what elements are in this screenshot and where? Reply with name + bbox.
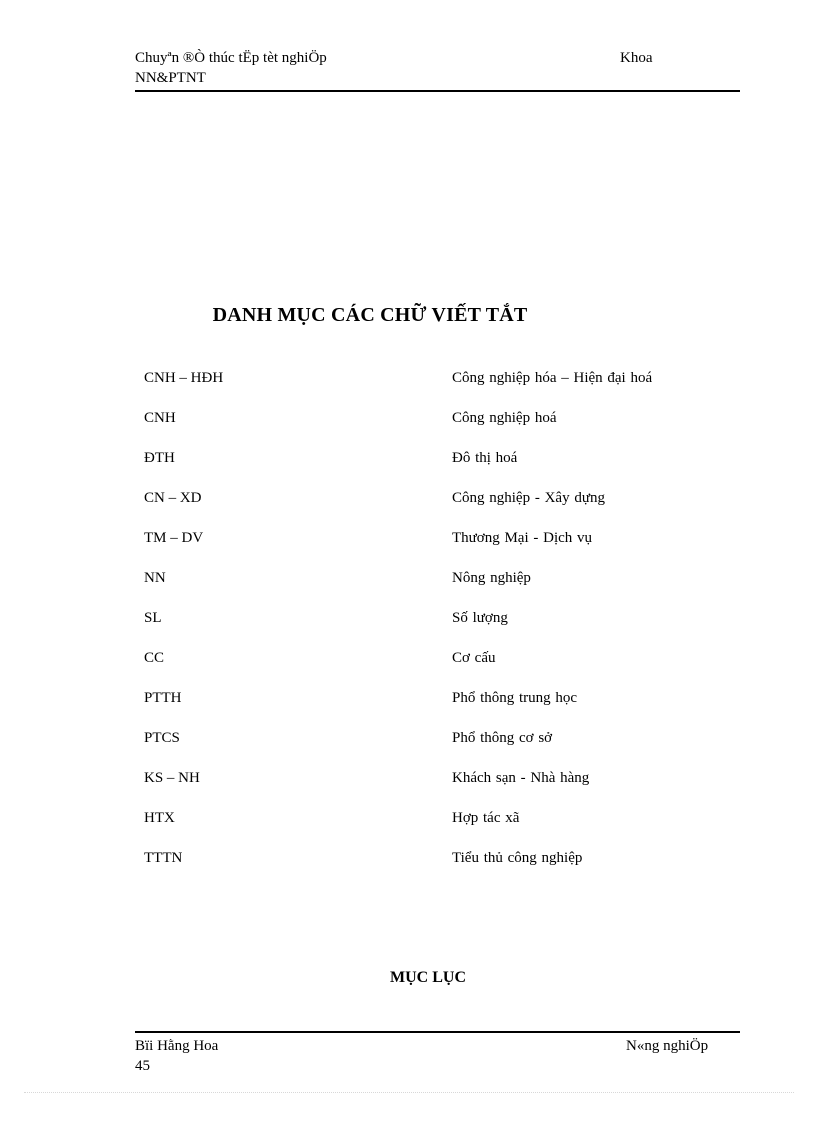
page-title-wrapper bbox=[0, 302, 816, 328]
abbreviation-meaning: Thương Mại - Dịch vụ bbox=[452, 530, 593, 546]
abbreviation-meaning: Phổ thông cơ sở bbox=[452, 730, 553, 746]
abbreviation-row bbox=[144, 528, 724, 568]
abbreviation-meaning: Hợp tác xã bbox=[452, 810, 520, 826]
abbreviation-row bbox=[144, 408, 724, 448]
table-of-contents-heading: MỤC LỤC bbox=[390, 969, 466, 986]
abbreviation-meaning: Công nghiệp - Xây dựng bbox=[452, 490, 605, 506]
abbreviation-meaning: Cơ cấu bbox=[452, 650, 496, 666]
abbreviation-code: KS – NH bbox=[144, 770, 200, 786]
abbreviation-code: SL bbox=[144, 610, 162, 626]
abbreviation-code: TTTN bbox=[144, 850, 183, 866]
abbreviation-code: PTCS bbox=[144, 730, 180, 746]
abbreviation-meaning: Đô thị hoá bbox=[452, 450, 518, 466]
abbreviation-code: NN bbox=[144, 570, 166, 586]
abbreviation-meaning: Công nghiệp hoá bbox=[452, 410, 557, 426]
abbreviation-row bbox=[144, 808, 724, 848]
abbreviation-row bbox=[144, 768, 724, 808]
footer-department: N«ng nghiÖp bbox=[626, 1038, 709, 1054]
abbreviation-table bbox=[144, 368, 724, 888]
header-second-line: NN&PTNT bbox=[135, 70, 206, 86]
abbreviation-row bbox=[144, 688, 724, 728]
page-footer bbox=[135, 1036, 740, 1076]
abbreviation-code: TM – DV bbox=[144, 530, 204, 546]
abbreviation-code: PTTH bbox=[144, 690, 182, 706]
abbreviation-code: CNH bbox=[144, 410, 176, 426]
abbreviation-row bbox=[144, 608, 724, 648]
footer-divider bbox=[135, 1031, 740, 1033]
abbreviation-code: CN – XD bbox=[144, 490, 202, 506]
abbreviation-meaning: Số lượng bbox=[452, 610, 508, 626]
page-header bbox=[135, 48, 740, 88]
abbreviation-code: HTX bbox=[144, 810, 175, 826]
header-divider bbox=[135, 90, 740, 92]
abbreviation-meaning: Khách sạn - Nhà hàng bbox=[452, 770, 590, 786]
header-left-text: Chuyªn ®Ò thúc tËp tèt nghiÖp bbox=[135, 50, 327, 66]
abbreviation-code: CNH – HĐH bbox=[144, 370, 224, 386]
abbreviation-row bbox=[144, 728, 724, 768]
abbreviation-row bbox=[144, 488, 724, 528]
abbreviation-meaning: Nông nghiệp bbox=[452, 570, 531, 586]
abbreviation-row bbox=[144, 648, 724, 688]
header-line bbox=[135, 48, 740, 68]
abbreviation-meaning: Phổ thông trung học bbox=[452, 690, 578, 706]
page-number: 45 bbox=[135, 1058, 150, 1074]
abbreviation-row bbox=[144, 368, 724, 408]
abbreviation-row bbox=[144, 568, 724, 608]
abbreviation-code: CC bbox=[144, 650, 165, 666]
abbreviation-code: ĐTH bbox=[144, 450, 175, 466]
abbreviation-row bbox=[144, 448, 724, 488]
header-right-text: Khoa bbox=[620, 50, 653, 66]
abbreviation-meaning: Tiểu thủ công nghiệp bbox=[452, 850, 583, 866]
page-edge bbox=[24, 1092, 794, 1093]
abbreviation-row bbox=[144, 848, 724, 888]
abbreviation-meaning: Công nghiệp hóa – Hiện đại hoá bbox=[452, 370, 653, 386]
footer-line bbox=[135, 1036, 740, 1056]
page-title: DANH MỤC CÁC CHỮ VIẾT TẮT bbox=[212, 304, 528, 326]
footer-author: Bïi Hằng Hoa bbox=[135, 1038, 219, 1054]
